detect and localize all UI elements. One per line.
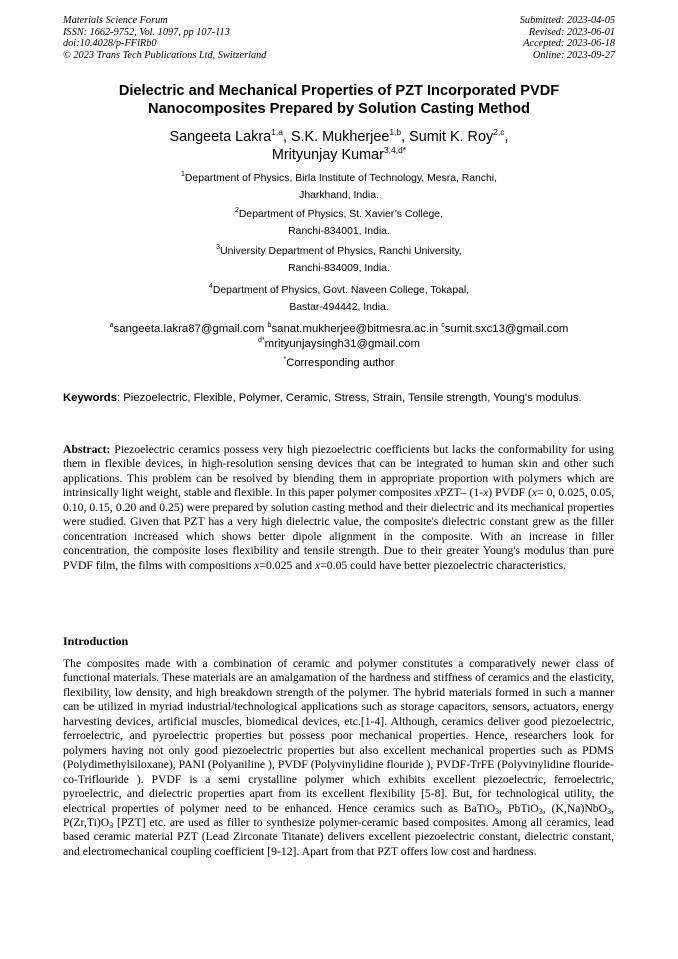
author-affil-sup: 1,b	[389, 127, 402, 137]
subscript-3: 3	[495, 806, 500, 816]
abstract-text: ) PVDF (	[488, 486, 532, 500]
subscript-3: 3	[538, 806, 543, 816]
intro-text: [PZT] etc. are used as filler to synthesize polymer-ceramic based composites. Among all ceramics, lead based ceramic material PZT (Lead Zirconate Titanate) delivers excellent piezoelectric constant, dielectric constant, and electromechanical coupling coefficient [9-12]. Apart from that PZT offers low cost and hardness.	[63, 815, 614, 858]
corresponding-author-note	[40, 356, 638, 370]
abstract	[63, 443, 614, 573]
author-list	[40, 128, 638, 164]
submitted-date: Submitted: 2023-04-05	[519, 15, 615, 26]
email-a[interactable]: sangeeta.lakra87@gmail.com	[113, 323, 265, 335]
intro-text: The composites made with a combination of ceramic and polymer constitutes a comparatively newer class of functional materials. These materials are an amalgamation of the hardness and stiffness of ceramics and the elasticity, flexibility, low density, and high breakdown strength of the polymer. The hybrid materials formed in such a manner can be utilized in myriad industrial/technological applications such as storage capacitors, sensors, actuators, energy harvesting devices, artificial muscles, biomedical devices, etc.[1-4]. Although, ceramics deliver good piezoelectric, ferroelectric, and pyroelectric properties but possess poor mechanical properties. Hence, researchers look for polymers having not only good piezoelectric properties but also excellent mechanical properties such as PDMS (Polydimethylsiloxane), PANI (Polyaniline ), PVDF (Polyvinylidine flouride ), PVDF-TrFE (Polyvinylidine flouride-co-Triflouride ). PVDF is a semi crystalline polymer which exhibits excellent piezoelectric, ferroelectric, pyroelectric, and dielectric properties apart from its excellent flexibility [5-8]. But, for technological utility, the electrical properties of polymer need to be enhanced. Hence ceramics such as BaTiO	[63, 657, 614, 815]
abstract-text: =0.05 could have better piezoelectric characteristics.	[320, 558, 566, 572]
keywords-label: Keywords	[63, 392, 117, 404]
section-heading-introduction: Introduction	[63, 634, 129, 648]
keywords	[63, 391, 614, 405]
author-separator: ,	[504, 129, 509, 145]
email-marker: b	[267, 322, 272, 329]
accepted-date: Accepted: 2023-06-18	[523, 38, 615, 50]
author-affil-sup: 2,c	[493, 127, 505, 137]
author-name: Sangeeta Lakra	[169, 129, 272, 145]
variable-x: x	[434, 486, 440, 500]
author-name: Mrityunjay Kumar	[271, 147, 384, 163]
affiliation-text: Department of Physics, St. Xavier’s College,	[238, 209, 443, 220]
author-affil-sup: 3,4,d*	[383, 145, 407, 155]
variable-x: x	[315, 558, 321, 572]
affiliation-number: 4	[208, 283, 213, 290]
journal-name: Materials Science Forum	[63, 15, 168, 26]
online-date: Online: 2023-09-27	[532, 49, 615, 61]
author-emails	[40, 322, 638, 352]
title-line-2: Nanocomposites Prepared by Solution Casting Method	[148, 101, 530, 117]
subscript-3: 3	[607, 806, 612, 816]
title-line-1: Dielectric and Mechanical Properties of PZT Incorporated PVDF	[118, 83, 560, 99]
journal-header-right	[520, 15, 615, 61]
variable-x: x	[531, 486, 538, 500]
affiliation-number: 3	[216, 244, 221, 251]
affiliation-4	[40, 283, 638, 316]
email-b[interactable]: sanat.mukherjee@bitmesra.ac.in	[271, 323, 439, 335]
introduction-paragraph	[63, 657, 614, 859]
journal-header-left	[63, 15, 266, 61]
revised-date: Revised: 2023-06-01	[528, 26, 615, 38]
affiliation-number: 2	[235, 207, 239, 214]
affiliation-text: Jharkhand, India.	[299, 189, 379, 201]
affiliation-2	[40, 207, 638, 240]
affiliation-1	[40, 171, 638, 204]
intro-text: , (K,Na)NbO	[542, 801, 608, 815]
affiliation-text: Ranchi-834001, India.	[288, 225, 390, 237]
affiliation-text: Department of Physics, Birla Institute of Technology, Mesra, Ranchi,	[184, 173, 497, 184]
intro-text: , P(Zr,Ti)O	[63, 801, 615, 829]
copyright-line: © 2023 Trans Tech Publications Ltd, Switzerland	[63, 49, 267, 61]
email-c[interactable]: sumit.sxc13@gmail.com	[444, 323, 569, 335]
abstract-text: Piezoelectric ceramics possess very high piezoelectric coefficients but lacks the conformability for using them in flexible devices, in high-resolution sensing devices that can be integrated to human skin and other such applications. This problem can be resolved by blending them in appropriate proportion with polymers which are intrinsically light weight, stable and flexible. In this paper polymer composites	[63, 443, 614, 500]
email-marker: d*	[258, 337, 265, 344]
abstract-label: Abstract:	[63, 443, 111, 456]
abstract-text: = 0, 0.025, 0.05, 0.10, 0.15, 0.20 and 0.25) were prepared by solution casting method and their dielectric and its mechanical properties were studied. Given that PZT has a very high dielectric value, the composite's dielectric constant grew as the filler concentration increased which shows better dipole alignment in the composite. With an increase in filler concentration, the composite loses flexibility and tensile strength. Due to their greater Young's modulus than pure PVDF film, the films with compositions	[63, 486, 615, 572]
affiliation-number: 1	[181, 171, 185, 178]
variable-x: x	[254, 558, 260, 572]
author-separator: ,	[401, 129, 410, 145]
email-marker: c	[441, 322, 445, 329]
affiliation-text: University Department of Physics, Ranchi University,	[220, 246, 462, 257]
paper-title	[40, 82, 638, 118]
corresponding-text: Corresponding author	[286, 357, 395, 369]
corresponding-mark: *	[283, 356, 287, 363]
issn-line: ISSN: 1662-9752, Vol. 1097, pp 107-113	[63, 26, 230, 38]
affiliation-text: Bastar-494442, India.	[289, 301, 389, 313]
author-affil-sup: 1,a	[271, 127, 283, 137]
abstract-text: =0.025 and	[259, 558, 316, 572]
affiliation-text: Department of Physics, Govt. Naveen College, Tokapal,	[212, 285, 470, 296]
subscript-3: 3	[109, 820, 114, 830]
author-name: S.K. Mukherjee	[290, 129, 390, 145]
intro-text: , PbTiO	[499, 801, 539, 815]
affiliation-text: Ranchi-834009, India.	[288, 262, 390, 274]
abstract-text: PZT– (1-	[439, 486, 484, 500]
author-name: Sumit K. Roy	[409, 129, 494, 145]
variable-x: x	[483, 486, 489, 500]
doi-line: doi:10.4028/p-FFlRb0	[63, 38, 157, 50]
affiliation-3	[40, 244, 638, 277]
email-marker: a	[109, 322, 114, 329]
keywords-text: : Piezoelectric, Flexible, Polymer, Ceramic, Stress, Strain, Tensile strength, Young's modulus.	[117, 392, 582, 404]
author-separator: ,	[282, 129, 291, 145]
email-d[interactable]: mrityunjaysingh31@gmail.com	[264, 338, 420, 350]
